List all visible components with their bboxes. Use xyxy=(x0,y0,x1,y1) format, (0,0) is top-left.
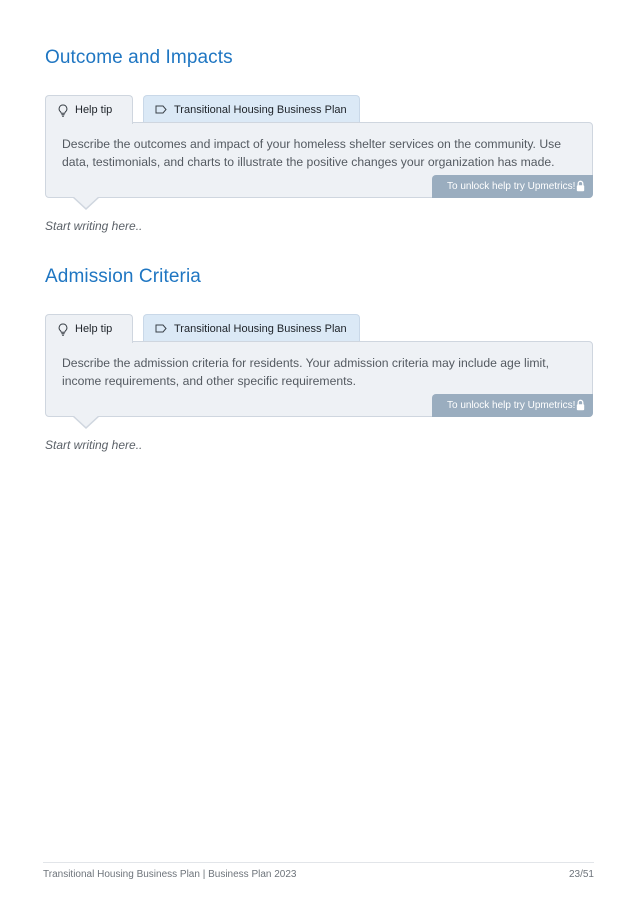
lock-icon xyxy=(576,399,585,411)
page-footer xyxy=(43,862,594,880)
tab-business-plan[interactable] xyxy=(143,314,360,342)
tag-icon xyxy=(155,105,167,114)
writing-placeholder[interactable]: Start writing here.. xyxy=(45,219,143,233)
writing-placeholder[interactable]: Start writing here.. xyxy=(45,438,143,452)
tab-help-tip[interactable] xyxy=(45,95,133,124)
help-tip-text: Describe the admission criteria for residents. Your admission criteria may include age limit, income requirements, and other specific requirements. xyxy=(62,356,550,388)
tip-tabs xyxy=(45,314,593,342)
tab-business-plan[interactable] xyxy=(143,95,360,123)
lightbulb-icon xyxy=(58,104,68,117)
unlock-label: To unlock help try Upmetrics! xyxy=(447,400,576,411)
unlock-upmetrics-button[interactable] xyxy=(432,175,593,198)
help-tip-box xyxy=(45,341,593,417)
footer-document-title: Transitional Housing Business Plan | Business Plan 2023 xyxy=(43,869,297,880)
tab-help-tip[interactable] xyxy=(45,314,133,343)
tip-tabs xyxy=(45,95,593,123)
tip-pointer xyxy=(72,416,100,429)
tip-pointer xyxy=(72,197,100,210)
unlock-label: To unlock help try Upmetrics! xyxy=(447,181,576,192)
tab-plan-label: Transitional Housing Business Plan xyxy=(174,103,347,116)
lightbulb-icon xyxy=(58,323,68,336)
tab-help-label: Help tip xyxy=(75,323,113,335)
tag-icon xyxy=(155,324,167,333)
lock-icon xyxy=(576,180,585,192)
unlock-upmetrics-button[interactable] xyxy=(432,394,593,417)
tab-help-label: Help tip xyxy=(75,104,113,116)
footer-page-number: 23/51 xyxy=(568,869,594,880)
tab-plan-label: Transitional Housing Business Plan xyxy=(174,322,347,335)
help-tip-text: Describe the outcomes and impact of your homeless shelter services on the community. Use data, testimonials, and charts to illustrate the positive changes your organization has made. xyxy=(62,137,562,169)
help-tip-box xyxy=(45,122,593,198)
section-admission-criteria xyxy=(45,265,593,452)
section-title: Admission Criteria xyxy=(45,266,201,287)
section-outcome-impacts xyxy=(45,46,593,233)
section-title: Outcome and Impacts xyxy=(45,47,233,68)
